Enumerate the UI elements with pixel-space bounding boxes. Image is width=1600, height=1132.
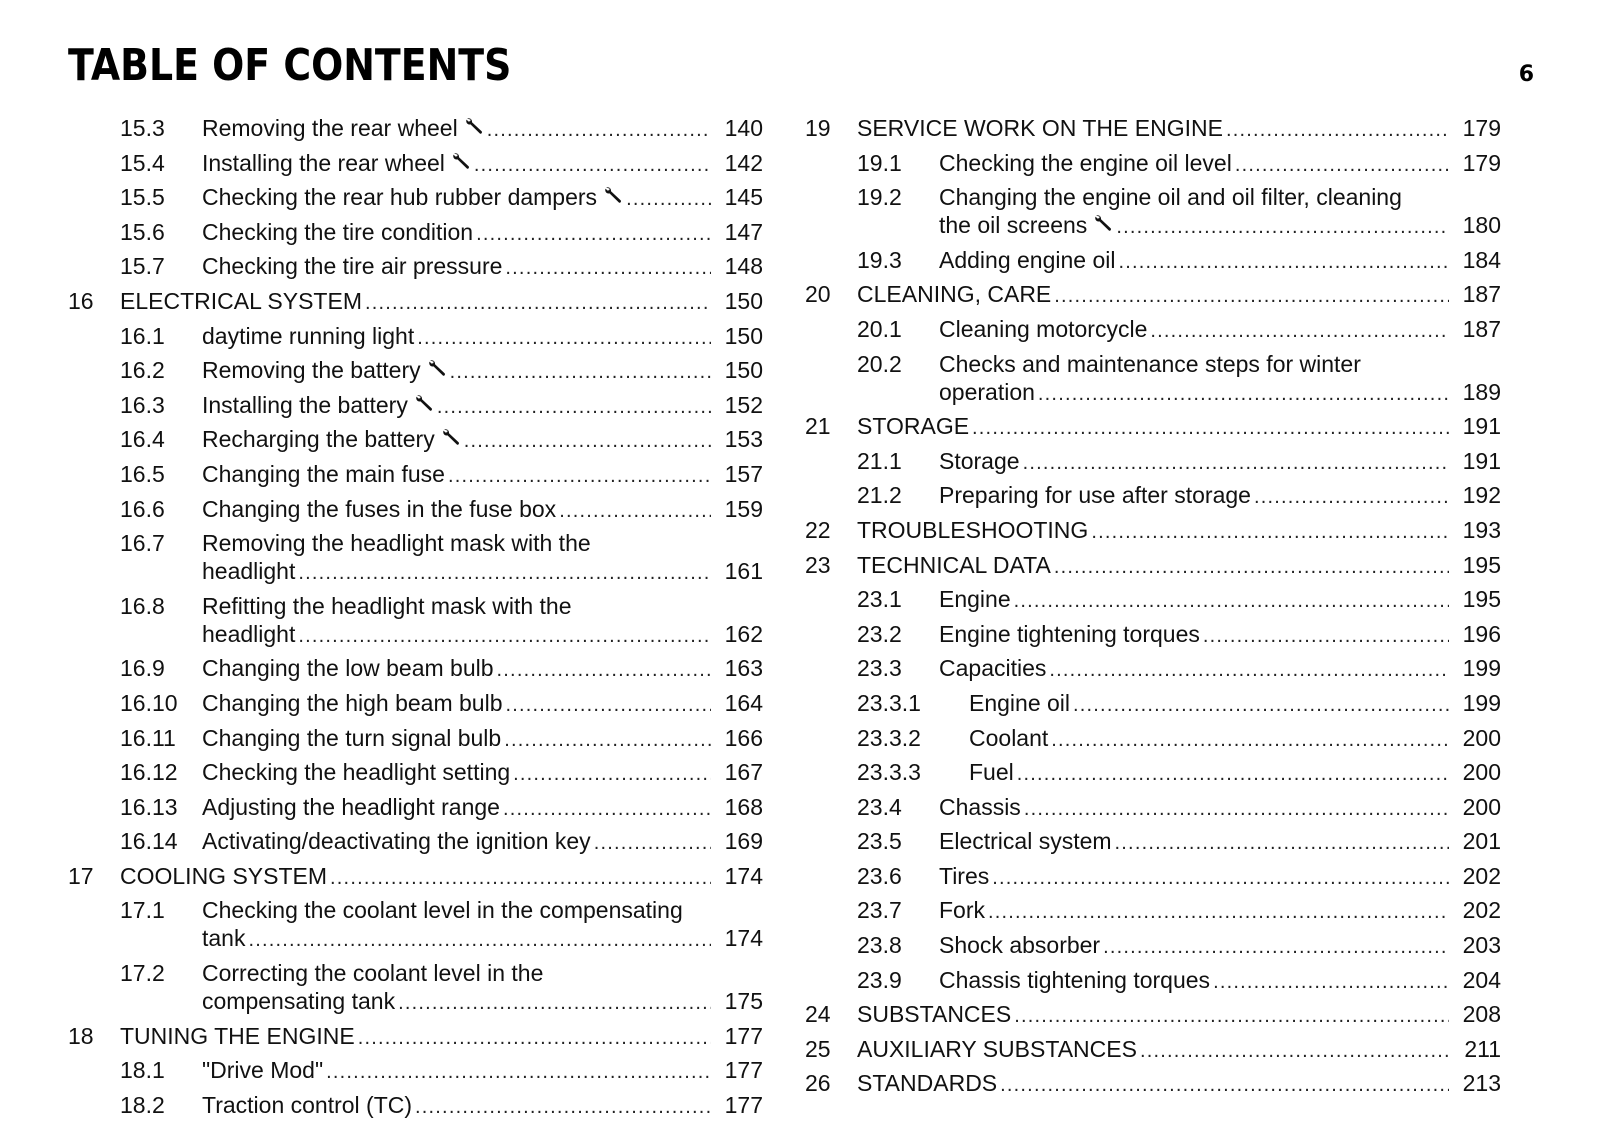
toc-entry-page: 201 <box>1462 828 1501 855</box>
toc-entry-number: 21 <box>805 413 831 440</box>
toc-entry-number: 23 <box>805 551 831 578</box>
toc-entry-page: 204 <box>1462 966 1501 993</box>
toc-entry-number: 15.5 <box>120 184 165 211</box>
toc-entry[interactable] <box>805 551 1501 581</box>
toc-entry[interactable] <box>68 1056 763 1086</box>
toc-entry[interactable] <box>805 1000 1501 1030</box>
toc-entry-number: 23.5 <box>857 828 902 855</box>
dot-leader <box>1213 968 1449 996</box>
toc-entry[interactable] <box>68 183 763 213</box>
toc-entry-page: 169 <box>724 828 763 855</box>
toc-entry-number: 23.2 <box>857 620 902 647</box>
toc-entry-number: 19.3 <box>857 246 902 273</box>
toc-entry-page: 162 <box>724 620 763 647</box>
toc-entry-title: Removing the battery <box>202 357 421 384</box>
toc-entry[interactable] <box>68 724 763 754</box>
toc-entry-title: Electrical system <box>939 828 1112 855</box>
dot-leader <box>1051 726 1449 754</box>
toc-entry-number: 23.1 <box>857 586 902 613</box>
toc-entry-title: Chassis <box>939 793 1021 820</box>
toc-entry-page: 177 <box>724 1057 763 1084</box>
dot-leader <box>559 497 711 525</box>
toc-entry-page: 140 <box>724 115 763 141</box>
toc-entry-number: 16.8 <box>120 592 165 619</box>
toc-entry-page: 187 <box>1462 315 1501 342</box>
dot-leader <box>1140 1037 1449 1065</box>
toc-entry[interactable] <box>805 620 1501 650</box>
toc-entry[interactable] <box>68 495 763 525</box>
toc-entry-title: Installing the rear wheel <box>202 149 445 176</box>
dot-leader <box>326 1058 711 1086</box>
dot-leader <box>464 427 711 455</box>
dot-leader <box>437 393 711 421</box>
toc-entry-title: TROUBLESHOOTING <box>857 516 1089 543</box>
toc-entry-number: 16.2 <box>120 357 165 384</box>
dot-leader <box>1203 622 1449 650</box>
toc-entry-title: Checking the engine oil level <box>939 149 1232 176</box>
toc-entry-number: 20.2 <box>857 350 902 377</box>
toc-left-column <box>68 114 763 1125</box>
dot-leader <box>298 559 711 587</box>
toc-entry-page: 208 <box>1462 1001 1501 1028</box>
toc-entry-page: 175 <box>724 988 763 1015</box>
toc-entry-title: Storage <box>939 447 1020 474</box>
toc-entry-page: 200 <box>1462 793 1501 820</box>
toc-entry-number: 15.6 <box>120 218 165 245</box>
toc-entry-page: 213 <box>1462 1070 1501 1097</box>
dot-leader <box>476 220 711 248</box>
toc-entry-title: AUXILIARY SUBSTANCES <box>857 1035 1137 1062</box>
toc-entry-page: 199 <box>1462 655 1501 682</box>
toc-entry[interactable] <box>68 287 763 317</box>
toc-entry-page: 184 <box>1462 246 1501 273</box>
toc-entry-number: 15.7 <box>120 253 165 280</box>
toc-entry[interactable] <box>805 183 1501 241</box>
toc-entry-number: 23.7 <box>857 897 902 924</box>
toc-entry-title: Checks and maintenance steps for winter <box>939 350 1361 377</box>
toc-entry-page: 193 <box>1462 516 1501 543</box>
toc-entry[interactable] <box>805 758 1501 788</box>
wrench-icon <box>1093 211 1113 231</box>
toc-entry-number: 25 <box>805 1035 831 1062</box>
toc-entry[interactable] <box>68 862 763 892</box>
toc-entry-title: Installing the battery <box>202 391 408 418</box>
dot-leader <box>1017 760 1449 788</box>
toc-entry[interactable] <box>68 1022 763 1052</box>
toc-entry-title: Engine <box>939 586 1011 613</box>
toc-entry-title: Activating/deactivating the ignition key <box>202 828 591 855</box>
toc-entry-number: 16.6 <box>120 495 165 522</box>
toc-entry[interactable] <box>68 114 763 144</box>
toc-entry-number: 17.1 <box>120 897 165 924</box>
toc-entry-title: daytime running light <box>202 322 415 349</box>
toc-entry-number: 21.1 <box>857 447 902 474</box>
dot-leader <box>594 829 711 857</box>
toc-entry[interactable] <box>805 149 1501 179</box>
toc-entry-page: 150 <box>724 287 763 314</box>
toc-entry[interactable] <box>68 322 763 352</box>
toc-entry[interactable] <box>805 1035 1501 1065</box>
toc-entry-title: Fork <box>939 897 985 924</box>
toc-entry-page: 159 <box>724 495 763 522</box>
toc-entry-number: 23.3.2 <box>857 724 921 751</box>
toc-entry-title: Changing the engine oil and oil filter, cleaning <box>939 184 1402 211</box>
toc-entry-page: 164 <box>724 689 763 716</box>
dot-leader <box>417 324 711 352</box>
toc-entry[interactable] <box>805 966 1501 996</box>
toc-entry[interactable] <box>68 592 763 650</box>
toc-entry-page: 177 <box>724 1091 763 1118</box>
toc-entry-page: 142 <box>724 149 763 176</box>
toc-entry-page: 168 <box>724 793 763 820</box>
dot-leader <box>1091 518 1449 546</box>
toc-entry-title: headlight <box>202 558 296 585</box>
toc-entry[interactable] <box>805 793 1501 823</box>
toc-entry-page: 196 <box>1462 620 1501 647</box>
wrench-icon <box>451 149 471 169</box>
toc-entry-number: 18.1 <box>120 1057 165 1084</box>
toc-entry-title: Checking the headlight setting <box>202 759 511 786</box>
toc-entry[interactable] <box>805 315 1501 345</box>
toc-entry-number: 16.10 <box>120 689 178 716</box>
toc-entry[interactable] <box>68 149 763 179</box>
toc-entry-title: Tires <box>939 862 990 889</box>
dot-leader <box>1254 483 1449 511</box>
toc-entry[interactable] <box>68 356 763 386</box>
toc-entry[interactable] <box>68 218 763 248</box>
toc-entry-title: tank <box>202 925 246 952</box>
dot-leader <box>487 116 711 144</box>
toc-entry-title: Removing the headlight mask with the <box>202 530 591 557</box>
toc-entry-title: operation <box>939 378 1035 405</box>
toc-entry-page: 199 <box>1462 689 1501 716</box>
toc-entry-page: 202 <box>1462 862 1501 889</box>
wrench-icon <box>414 391 434 411</box>
toc-entry-number: 23.6 <box>857 862 902 889</box>
toc-entry[interactable] <box>68 654 763 684</box>
toc-entry[interactable] <box>805 585 1501 615</box>
toc-entry-number: 16.14 <box>120 828 178 855</box>
toc-entry-number: 16.11 <box>120 724 176 751</box>
toc-entry-number: 16.3 <box>120 391 165 418</box>
toc-entry-title: CLEANING, CARE <box>857 281 1052 308</box>
toc-entry-title: Engine oil <box>969 689 1071 716</box>
toc-entry-page: 167 <box>724 759 763 786</box>
toc-entry[interactable] <box>68 758 763 788</box>
toc-entry[interactable] <box>805 724 1501 754</box>
toc-entry-number: 18.2 <box>120 1091 165 1118</box>
toc-entry-page: 163 <box>724 655 763 682</box>
toc-entry-page: 157 <box>724 460 763 487</box>
dot-leader <box>448 462 711 490</box>
toc-entry-title: compensating tank <box>202 988 396 1015</box>
dot-leader <box>1024 795 1449 823</box>
toc-entry-page: 203 <box>1462 932 1501 959</box>
wrench-icon <box>464 114 484 134</box>
toc-entry-title: Changing the fuses in the fuse box <box>202 495 557 522</box>
dot-leader <box>506 691 711 719</box>
toc-entry-title: headlight <box>202 620 296 647</box>
toc-entry-number: 26 <box>805 1070 831 1097</box>
toc-entry[interactable] <box>68 425 763 455</box>
toc-entry-title: Changing the low beam bulb <box>202 655 494 682</box>
toc-entry-title: Checking the tire condition <box>202 218 474 245</box>
toc-entry[interactable] <box>805 481 1501 511</box>
toc-entry[interactable] <box>68 252 763 282</box>
dot-leader <box>415 1093 711 1121</box>
dot-leader <box>1115 829 1449 857</box>
toc-entry-title: Fuel <box>969 759 1014 786</box>
toc-entry[interactable] <box>805 447 1501 477</box>
toc-entry[interactable] <box>805 689 1501 719</box>
toc-entry[interactable] <box>805 350 1501 408</box>
toc-entry-page: 161 <box>724 558 763 585</box>
toc-entry-title: Adjusting the headlight range <box>202 793 500 820</box>
toc-entry-title: Changing the high beam bulb <box>202 689 503 716</box>
dot-leader <box>497 656 711 684</box>
dot-leader <box>450 358 711 386</box>
wrench-icon <box>441 425 461 445</box>
dot-leader <box>1000 1071 1449 1099</box>
toc-entry-title: TECHNICAL DATA <box>857 551 1051 578</box>
dot-leader <box>1150 317 1449 345</box>
toc-entry-number: 16 <box>68 287 94 314</box>
toc-entry-number: 23.3.1 <box>857 689 921 716</box>
toc-entry-title: Cleaning motorcycle <box>939 315 1148 342</box>
dot-leader <box>1226 116 1449 144</box>
toc-entry-page: 211 <box>1464 1035 1501 1062</box>
toc-entry-title: Preparing for use after storage <box>939 482 1251 509</box>
toc-entry-page: 202 <box>1462 897 1501 924</box>
dot-leader <box>1235 151 1449 179</box>
toc-entry-page: 153 <box>724 426 763 453</box>
dot-leader <box>365 289 711 317</box>
toc-entry-title: Correcting the coolant level in the <box>202 960 544 987</box>
toc-entry-page: 179 <box>1462 149 1501 176</box>
toc-entry-page: 150 <box>724 357 763 384</box>
toc-entry-number: 16.1 <box>120 322 165 349</box>
dot-leader <box>1073 691 1449 719</box>
toc-entry[interactable] <box>68 827 763 857</box>
dot-leader <box>626 185 711 213</box>
toc-entry-page: 145 <box>724 184 763 211</box>
toc-entry-title: Checking the tire air pressure <box>202 253 503 280</box>
dot-leader <box>1103 933 1449 961</box>
toc-entry-page: 191 <box>1462 447 1501 474</box>
dot-leader <box>503 795 711 823</box>
toc-entry-page: 191 <box>1462 413 1501 440</box>
toc-entry-title: Checking the coolant level in the compensating <box>202 897 683 924</box>
toc-entry-number: 23.4 <box>857 793 902 820</box>
toc-entry-number: 23.9 <box>857 966 902 993</box>
toc-entry-title: Chassis tightening torques <box>939 966 1211 993</box>
toc-entry-title: Removing the rear wheel <box>202 115 458 141</box>
toc-entry-title: Checking the rear hub rubber dampers <box>202 184 598 211</box>
toc-entry-number: 17.2 <box>120 960 165 987</box>
dot-leader <box>1118 248 1449 276</box>
toc-entry-title: the oil screens <box>939 212 1088 239</box>
page-title: TABLE OF CONTENTS <box>68 40 512 91</box>
dot-leader <box>1023 449 1449 477</box>
dot-leader <box>988 898 1449 926</box>
toc-entry-title: Coolant <box>969 724 1049 751</box>
toc-entry[interactable] <box>805 412 1501 442</box>
toc-entry-page: 166 <box>724 724 763 751</box>
toc-right-column <box>805 114 1501 1104</box>
toc-entry-page: 189 <box>1462 378 1501 405</box>
toc-entry-number: 17 <box>68 862 94 889</box>
toc-entry-title: Traction control (TC) <box>202 1091 413 1118</box>
toc-entry-page: 200 <box>1462 759 1501 786</box>
wrench-icon <box>427 356 447 376</box>
toc-entry-number: 23.3.3 <box>857 759 921 786</box>
toc-entry-page: 180 <box>1462 212 1501 239</box>
toc-entry-title: STANDARDS <box>857 1070 998 1097</box>
toc-entry[interactable] <box>68 959 763 1017</box>
toc-entry-title: TUNING THE ENGINE <box>120 1022 355 1049</box>
toc-entry-title: Capacities <box>939 655 1047 682</box>
dot-leader <box>248 926 711 954</box>
toc-entry-title: ELECTRICAL SYSTEM <box>120 287 362 314</box>
toc-entry-title: SUBSTANCES <box>857 1001 1012 1028</box>
dot-leader <box>505 254 711 282</box>
toc-entry-number: 16.7 <box>120 530 165 557</box>
toc-entry[interactable] <box>68 460 763 490</box>
toc-entry-title: "Drive Mod" <box>202 1057 324 1084</box>
toc-entry-page: 174 <box>724 862 763 889</box>
toc-entry-number: 19.1 <box>857 149 902 176</box>
dot-leader <box>1049 656 1449 684</box>
dot-leader <box>1116 213 1449 241</box>
toc-entry[interactable] <box>68 1091 763 1121</box>
toc-entry-title: SERVICE WORK ON THE ENGINE <box>857 115 1223 141</box>
toc-entry[interactable] <box>805 246 1501 276</box>
toc-entry-number: 16.12 <box>120 759 178 786</box>
toc-entry-number: 22 <box>805 516 831 543</box>
toc-entry-number: 19 <box>805 115 831 141</box>
toc-entry[interactable] <box>805 862 1501 892</box>
toc-entry-page: 200 <box>1462 724 1501 751</box>
dot-leader <box>1038 380 1449 408</box>
toc-entry[interactable] <box>805 896 1501 926</box>
toc-entry-title: Recharging the battery <box>202 426 435 453</box>
toc-entry[interactable] <box>68 391 763 421</box>
toc-entry[interactable] <box>805 114 1501 144</box>
toc-entry[interactable] <box>805 1069 1501 1099</box>
toc-entry-number: 16.9 <box>120 655 165 682</box>
toc-entry-number: 16.13 <box>120 793 178 820</box>
dot-leader <box>1054 553 1449 581</box>
toc-entry-page: 187 <box>1462 281 1501 308</box>
toc-entry[interactable] <box>68 896 763 954</box>
toc-entry-page: 179 <box>1462 115 1501 141</box>
toc-entry-number: 19.2 <box>857 184 902 211</box>
dot-leader <box>1014 587 1449 615</box>
dot-leader <box>398 989 711 1017</box>
toc-entry-page: 192 <box>1462 482 1501 509</box>
dot-leader <box>298 622 711 650</box>
toc-entry-title: COOLING SYSTEM <box>120 862 328 889</box>
toc-entry-page: 174 <box>724 925 763 952</box>
dot-leader <box>330 864 711 892</box>
toc-entry-number: 16.4 <box>120 426 165 453</box>
toc-entry-title: Adding engine oil <box>939 246 1116 273</box>
toc-entry-page: 195 <box>1462 586 1501 613</box>
toc-entry[interactable] <box>68 529 763 587</box>
toc-entry-number: 15.3 <box>120 115 165 141</box>
toc-entry-title: Changing the main fuse <box>202 460 445 487</box>
toc-entry-number: 18 <box>68 1022 94 1049</box>
dot-leader <box>474 151 711 179</box>
dot-leader <box>972 414 1449 442</box>
toc-entry[interactable] <box>805 827 1501 857</box>
toc-entry-title: Shock absorber <box>939 932 1101 959</box>
toc-entry[interactable] <box>805 654 1501 684</box>
toc-entry-page: 148 <box>724 253 763 280</box>
toc-entry-page: 152 <box>724 391 763 418</box>
toc-entry-page: 147 <box>724 218 763 245</box>
toc-entry-number: 20.1 <box>857 315 902 342</box>
wrench-icon <box>603 183 623 203</box>
dot-leader <box>504 726 711 754</box>
toc-entry[interactable] <box>68 689 763 719</box>
toc-entry-number: 23.3 <box>857 655 902 682</box>
toc-entry-number: 20 <box>805 281 831 308</box>
dot-leader <box>1014 1002 1449 1030</box>
toc-entry[interactable] <box>805 516 1501 546</box>
toc-entry[interactable] <box>68 793 763 823</box>
toc-entry-page: 177 <box>724 1022 763 1049</box>
toc-entry-title: STORAGE <box>857 413 970 440</box>
dot-leader <box>358 1024 711 1052</box>
page-number: 6 <box>1518 62 1534 87</box>
dot-leader <box>1054 282 1449 310</box>
toc-entry-number: 24 <box>805 1001 831 1028</box>
toc-entry-page: 195 <box>1462 551 1501 578</box>
toc-entry[interactable] <box>805 931 1501 961</box>
toc-entry-number: 16.5 <box>120 460 165 487</box>
toc-entry-number: 21.2 <box>857 482 902 509</box>
toc-entry-title: Engine tightening torques <box>939 620 1200 647</box>
toc-entry[interactable] <box>805 280 1501 310</box>
toc-entry-page: 150 <box>724 322 763 349</box>
toc-entry-number: 23.8 <box>857 932 902 959</box>
toc-entry-title: Changing the turn signal bulb <box>202 724 502 751</box>
toc-entry-title: Refitting the headlight mask with the <box>202 592 572 619</box>
dot-leader <box>513 760 711 788</box>
toc-entry-number: 15.4 <box>120 149 165 176</box>
dot-leader <box>992 864 1449 892</box>
